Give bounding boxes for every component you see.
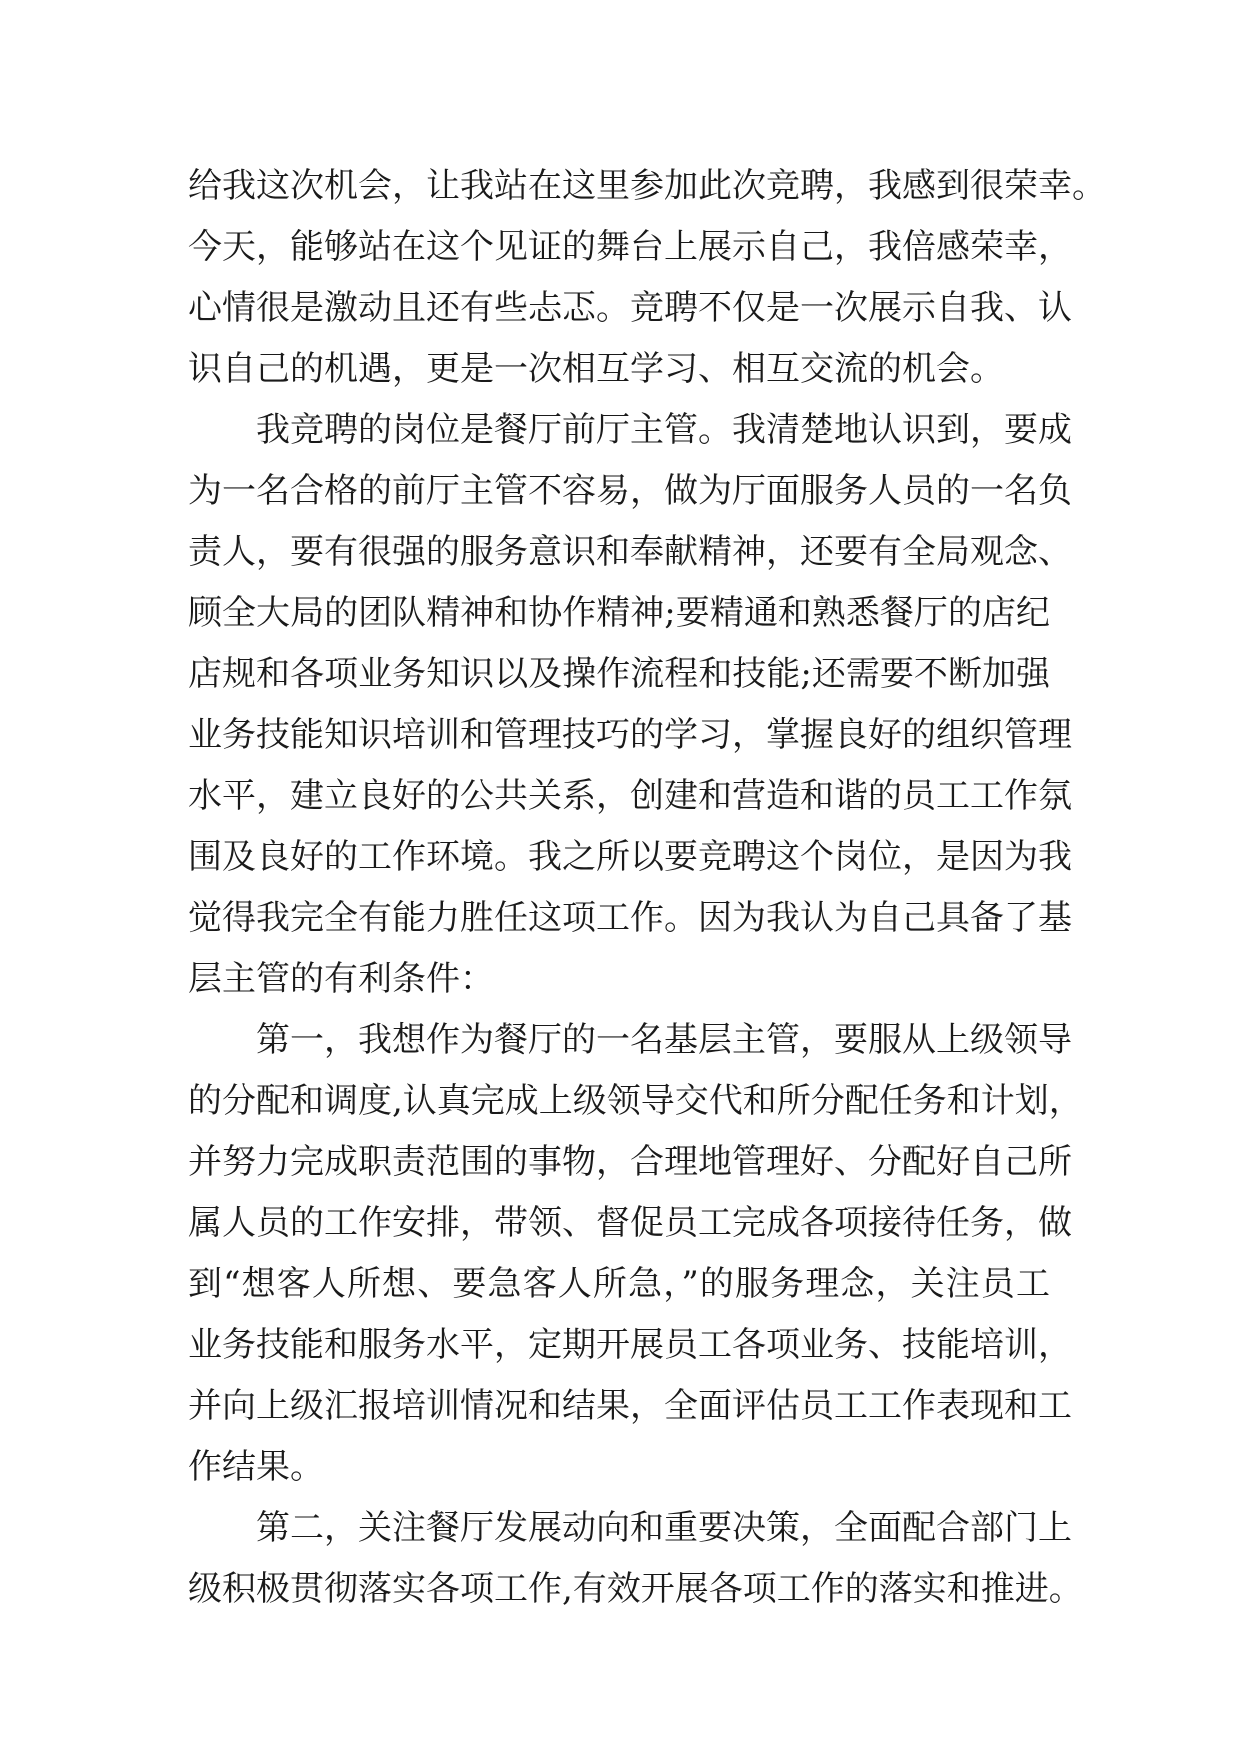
text-line: 业务技能和服务水平，定期开展员工各项业务、技能培训， — [188, 1325, 1072, 1365]
text-line: 为一名合格的前厅主管不容易，做为厅面服务人员的一名负 — [188, 471, 1072, 511]
text-line: 层主管的有利条件： — [188, 959, 494, 999]
paragraph-first-line: 我竞聘的岗位是餐厅前厅主管。我清楚地认识到，要成 — [256, 410, 1072, 450]
text-line: 的分配和调度,认真完成上级领导交代和所分配任务和计划， — [188, 1081, 1083, 1121]
document-body — [188, 156, 1106, 1620]
text-line: 识自己的机遇，更是一次相互学习、相互交流的机会。 — [188, 349, 1004, 389]
paragraph-first-line: 第二，关注餐厅发展动向和重要决策，全面配合部门上 — [256, 1508, 1072, 1548]
text-line: 到“想客人所想、要急客人所急，”的服务理念，关注员工 — [188, 1264, 1050, 1304]
text-line: 属人员的工作安排，带领、督促员工完成各项接待任务，做 — [188, 1203, 1072, 1243]
text-line: 觉得我完全有能力胜任这项工作。因为我认为自己具备了基 — [188, 898, 1072, 938]
text-line: 并向上级汇报培训情况和结果，全面评估员工工作表现和工 — [188, 1386, 1072, 1426]
text-line: 水平，建立良好的公共关系，创建和营造和谐的员工工作氛 — [188, 776, 1072, 816]
paragraph-first-line: 第一，我想作为餐厅的一名基层主管，要服从上级领导 — [256, 1020, 1072, 1060]
text-line: 作结果。 — [188, 1447, 324, 1487]
text-line: 给我这次机会，让我站在这里参加此次竞聘，我感到很荣幸。 — [188, 166, 1106, 206]
text-line: 级积极贯彻落实各项工作,有效开展各项工作的落实和推进。 — [188, 1569, 1083, 1609]
text-line: 顾全大局的团队精神和协作精神;要精通和熟悉餐厅的店纪 — [188, 593, 1051, 633]
text-line: 心情很是激动且还有些忐忑。竞聘不仅是一次展示自我、认 — [188, 288, 1072, 328]
text-line: 责人，要有很强的服务意识和奉献精神，还要有全局观念、 — [188, 532, 1072, 572]
text-line: 围及良好的工作环境。我之所以要竞聘这个岗位，是因为我 — [188, 837, 1072, 877]
text-line: 今天，能够站在这个见证的舞台上展示自己，我倍感荣幸， — [188, 227, 1072, 267]
text-line: 店规和各项业务知识以及操作流程和技能;还需要不断加强 — [188, 654, 1050, 694]
text-line: 并努力完成职责范围的事物，合理地管理好、分配好自己所 — [188, 1142, 1072, 1182]
text-line: 业务技能知识培训和管理技巧的学习，掌握良好的组织管理 — [188, 715, 1072, 755]
